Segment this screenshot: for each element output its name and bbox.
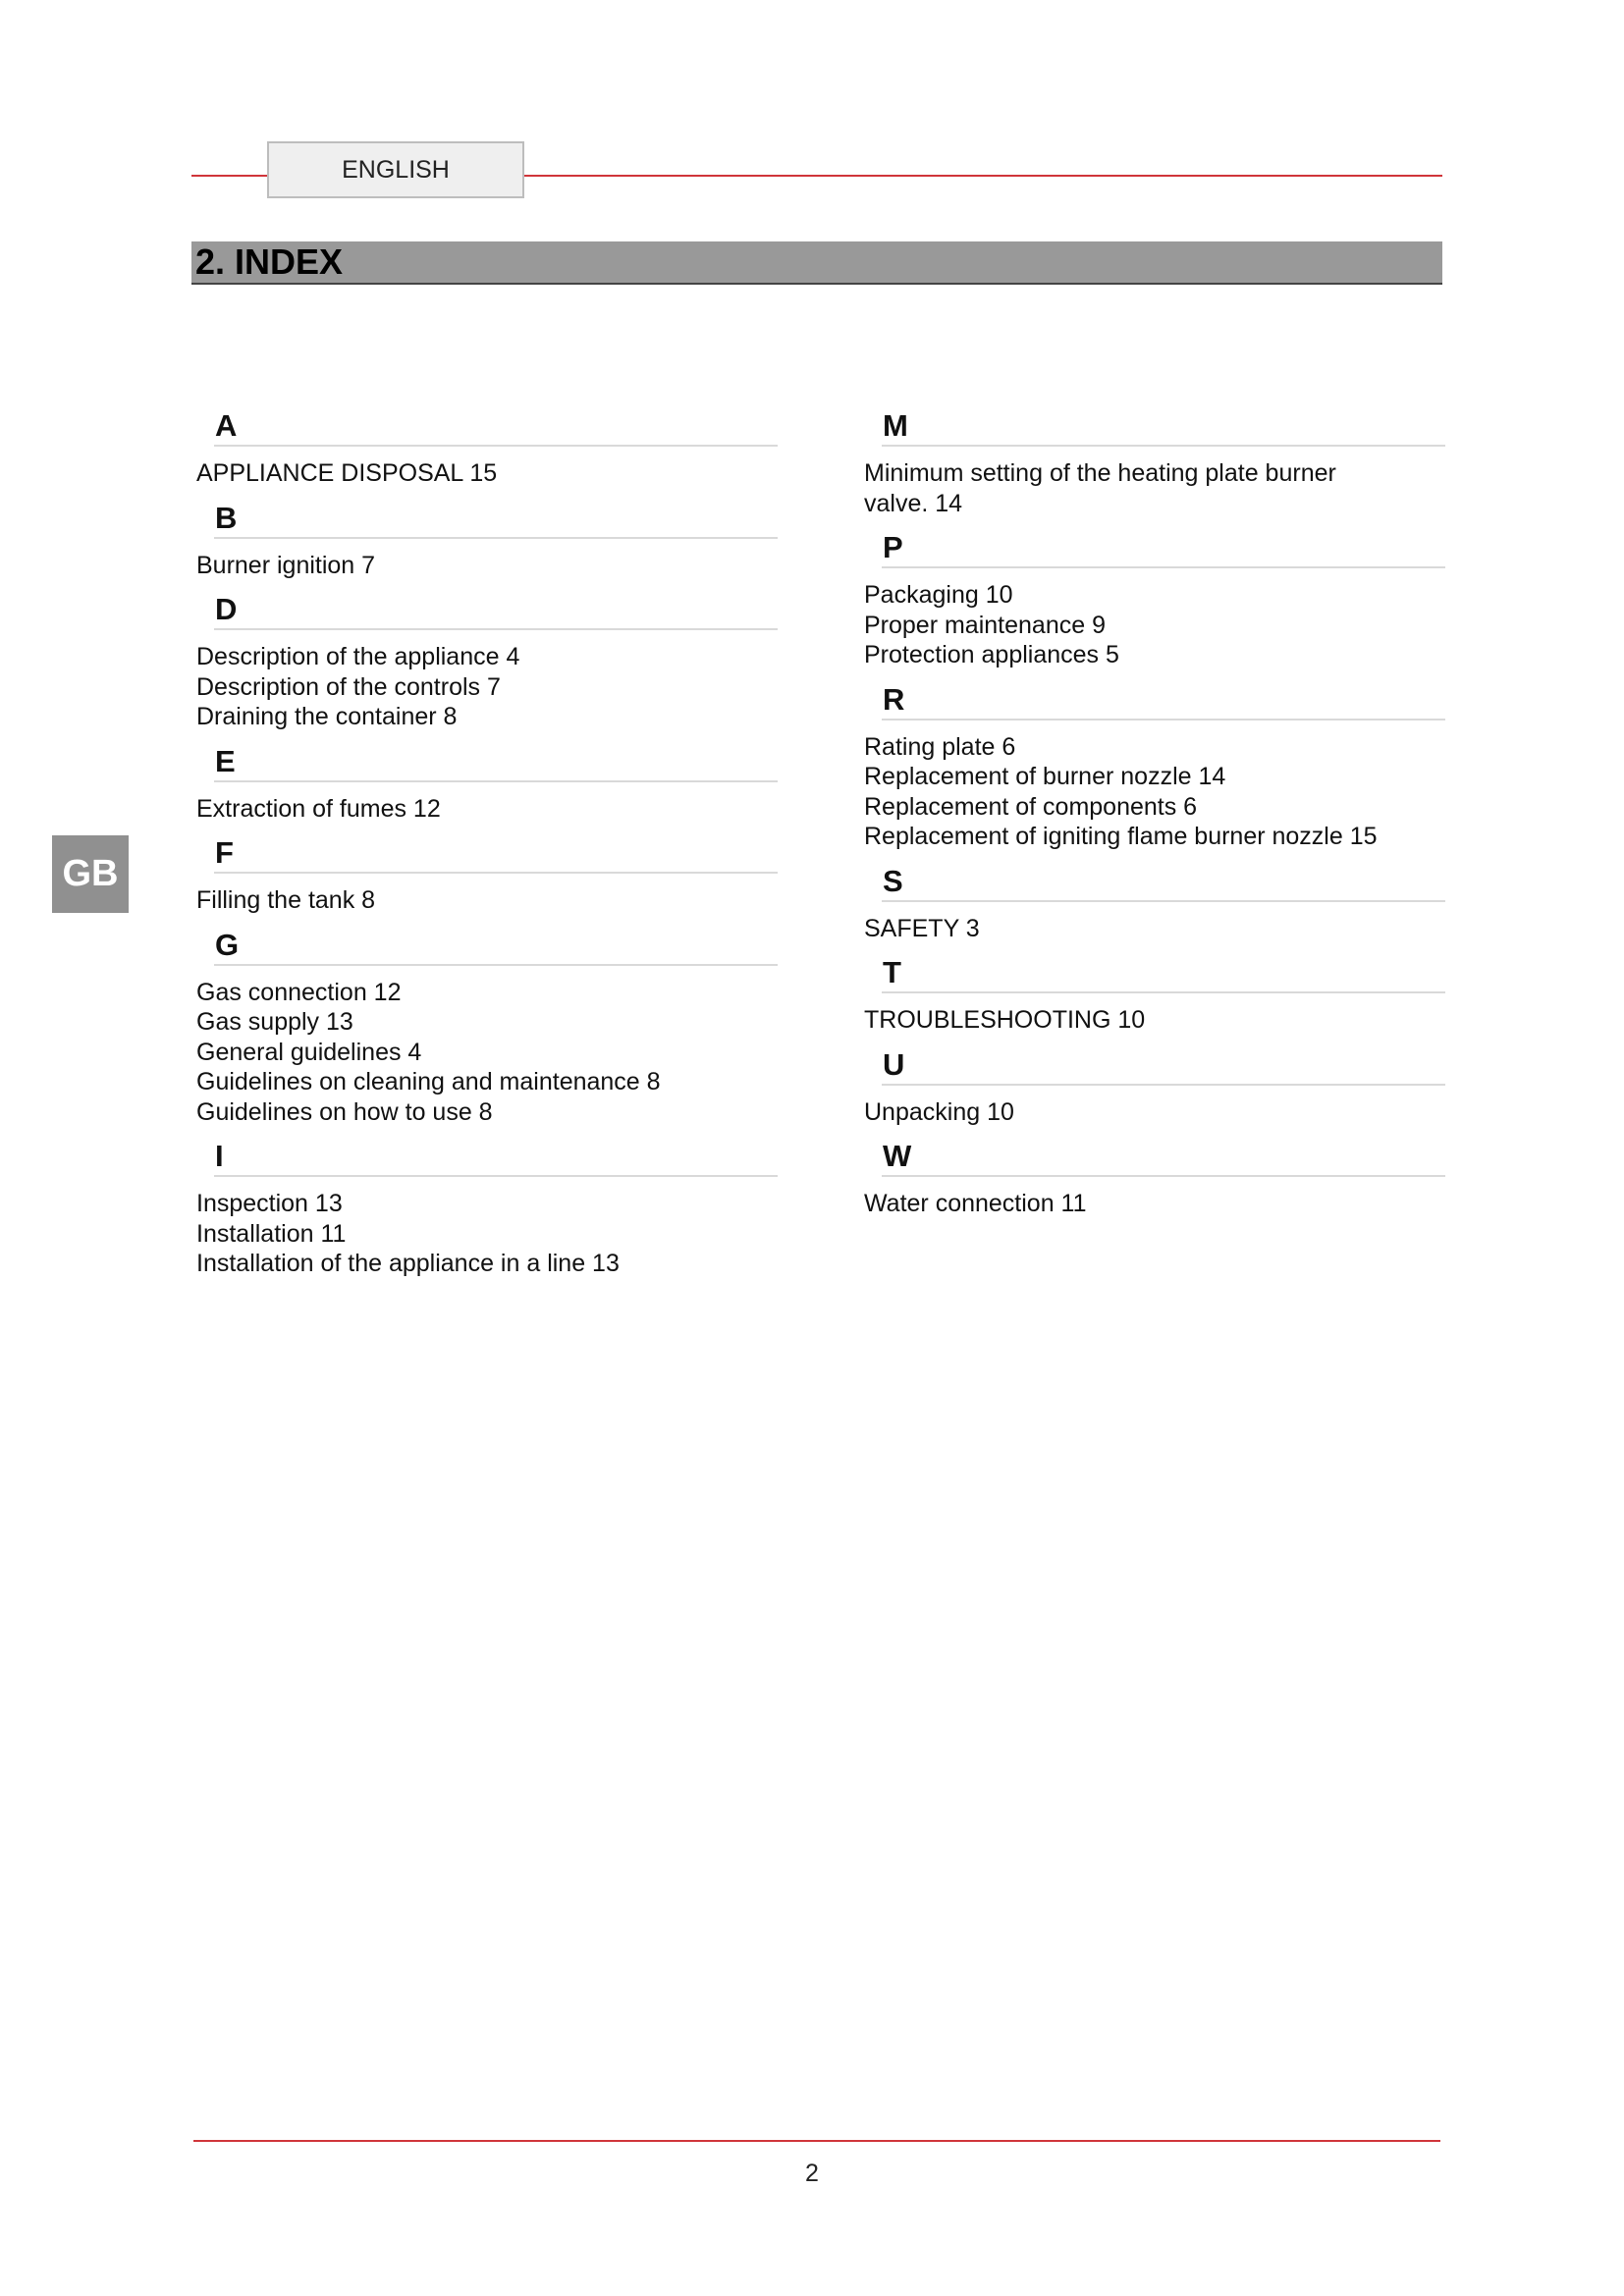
index-entry: valve. 14 xyxy=(864,489,963,517)
index-entry: Gas supply 13 xyxy=(196,1008,353,1036)
index-section-g xyxy=(196,922,778,1134)
index-section-p xyxy=(864,524,1445,676)
section-entries xyxy=(864,1177,1445,1225)
section-letter: D xyxy=(214,586,778,630)
index-entry: Unpacking 10 xyxy=(864,1097,1014,1126)
section-letter: T xyxy=(882,949,1445,993)
index-section-s xyxy=(864,858,1445,950)
index-entry: Replacement of burner nozzle 14 xyxy=(864,763,1226,790)
index-entry: Water connection 11 xyxy=(864,1190,1087,1217)
index-section-a xyxy=(196,402,778,495)
index-column-left xyxy=(196,402,778,1285)
section-letter: M xyxy=(882,402,1445,447)
index-entry: Guidelines on how to use 8 xyxy=(196,1097,493,1126)
index-entry: Proper maintenance 9 xyxy=(864,611,1106,639)
section-entries xyxy=(864,993,1445,1041)
index-entry: SAFETY 3 xyxy=(864,914,980,942)
index-entry: Filling the tank 8 xyxy=(196,886,376,914)
index-entry: Burner ignition 7 xyxy=(196,551,376,579)
section-entries xyxy=(864,721,1445,858)
index-entry: Installation of the appliance in a line 13 xyxy=(196,1250,620,1277)
section-letter: G xyxy=(214,922,778,966)
index-section-u xyxy=(864,1041,1445,1134)
section-letter: A xyxy=(214,402,778,447)
country-tab: GB xyxy=(52,835,129,913)
section-letter: E xyxy=(214,738,778,782)
section-entries xyxy=(864,902,1445,950)
section-entries xyxy=(196,539,778,587)
index-entry: General guidelines 4 xyxy=(196,1038,422,1066)
section-entries xyxy=(864,568,1445,676)
section-entries xyxy=(196,874,778,922)
section-entries xyxy=(196,630,778,738)
index-column-right xyxy=(864,402,1445,1225)
index-section-e xyxy=(196,738,778,830)
section-letter: F xyxy=(214,829,778,874)
section-letter: B xyxy=(214,495,778,539)
index-entry: Extraction of fumes 12 xyxy=(196,794,441,823)
index-entry: Packaging 10 xyxy=(864,581,1013,609)
index-entry: Description of the appliance 4 xyxy=(196,643,520,670)
index-entry: Inspection 13 xyxy=(196,1190,343,1217)
section-letter: S xyxy=(882,858,1445,902)
index-entry: TROUBLESHOOTING 10 xyxy=(864,1006,1146,1034)
section-letter: R xyxy=(882,676,1445,721)
section-letter: W xyxy=(882,1133,1445,1177)
page-number: 2 xyxy=(805,2160,819,2187)
index-entry: Draining the container 8 xyxy=(196,703,458,730)
footer-rule xyxy=(193,2140,1440,2142)
section-letter: I xyxy=(214,1133,778,1177)
page-title: 2. INDEX xyxy=(195,241,344,282)
index-entry: Guidelines on cleaning and maintenance 8 xyxy=(196,1068,661,1095)
index-section-m xyxy=(864,402,1445,524)
index-entry: Installation 11 xyxy=(196,1219,347,1248)
index-entry: Replacement of igniting flame burner nozzle 15 xyxy=(864,823,1378,850)
section-entries xyxy=(196,966,778,1134)
index-entry: Gas connection 12 xyxy=(196,978,402,1006)
index-entry: Rating plate 6 xyxy=(864,732,1016,761)
section-entries xyxy=(196,1177,778,1285)
index-section-t xyxy=(864,949,1445,1041)
index-section-f xyxy=(196,829,778,922)
index-section-r xyxy=(864,676,1445,858)
index-entry: APPLIANCE DISPOSAL 15 xyxy=(196,459,498,487)
index-section-d xyxy=(196,586,778,738)
title-bar xyxy=(191,241,1442,285)
section-letter: U xyxy=(882,1041,1445,1086)
index-entry: Protection appliances 5 xyxy=(864,641,1119,668)
section-entries xyxy=(864,447,1445,524)
index-section-b xyxy=(196,495,778,587)
index-section-w xyxy=(864,1133,1445,1225)
index-entry: Description of the controls 7 xyxy=(196,672,501,701)
index-entry: Replacement of components 6 xyxy=(864,792,1198,821)
index-section-i xyxy=(196,1133,778,1285)
section-letter: P xyxy=(882,524,1445,568)
language-tab: ENGLISH xyxy=(267,141,524,198)
section-entries xyxy=(864,1086,1445,1134)
index-entry: Minimum setting of the heating plate burner xyxy=(864,459,1336,487)
section-entries xyxy=(196,782,778,830)
section-entries xyxy=(196,447,778,495)
